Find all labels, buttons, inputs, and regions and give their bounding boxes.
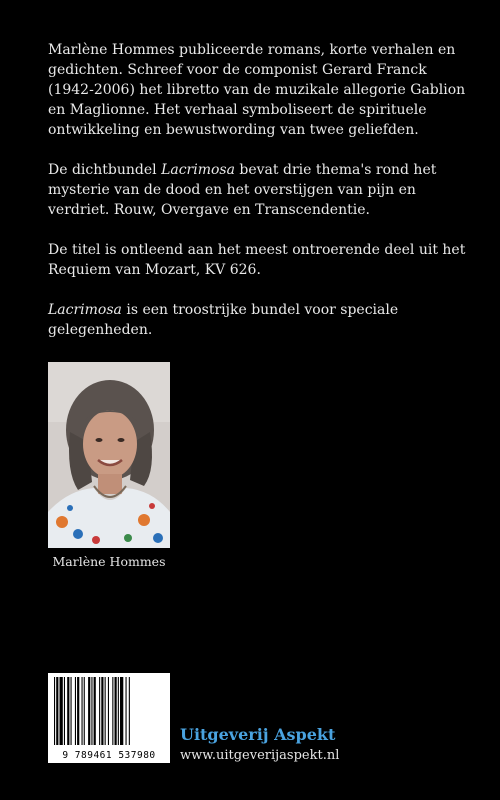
barcode-bar	[94, 677, 96, 745]
barcode-bar	[115, 677, 117, 745]
closing-paragraph	[48, 300, 468, 340]
isbn-barcode	[48, 673, 170, 763]
isbn-digits: 9 789461 537980	[62, 750, 156, 761]
barcode-bar	[91, 677, 92, 745]
barcode-bar	[77, 677, 79, 745]
barcode-bars	[48, 673, 170, 749]
text-segment: De dichtbundel	[48, 162, 162, 178]
book-title-italic: Lacrimosa	[48, 302, 122, 318]
barcode-bar	[84, 677, 85, 745]
barcode-bar	[71, 677, 72, 745]
barcode-bar	[101, 677, 103, 745]
barcode-bar	[75, 677, 76, 745]
book-title-italic: Lacrimosa	[161, 162, 235, 178]
author-photo	[48, 362, 170, 548]
barcode-bar	[56, 677, 58, 745]
barcode-bar	[129, 677, 130, 745]
barcode-bar	[60, 677, 63, 745]
barcode-bar	[108, 677, 109, 745]
barcode-bar	[126, 677, 127, 745]
barcode-bar	[82, 677, 83, 745]
publisher-url[interactable]: www.uitgeverijaspekt.nl	[180, 748, 340, 763]
back-cover-text	[48, 40, 468, 360]
barcode-bar	[54, 677, 55, 745]
text-segment: bevat drie thema's rond het mysterie van de dood en het overstijgen van pijn en verdriet. Rouw, Overgave en Transcendentie.	[48, 162, 437, 218]
barcode-bar	[105, 677, 106, 745]
barcode-bar	[64, 677, 65, 745]
collection-description-paragraph	[48, 160, 468, 220]
barcode-bar	[67, 677, 69, 745]
barcode-bar	[99, 677, 100, 745]
text-segment: is een troostrijke bundel voor speciale gelegenheden.	[48, 302, 399, 338]
barcode-bar	[118, 677, 119, 745]
barcode-bar	[120, 677, 123, 745]
barcode-bar	[112, 677, 113, 745]
author-bio-paragraph: Marlène Hommes publiceerde romans, korte verhalen en gedichten. Schreef voor de componist Gerard Franck (1942-2006) het libretto van de muzikale allegorie Gablion en Maglionne. Het verhaal symboliseert de spirituele ontwikkeling en bewustwording van twee geliefden.	[48, 42, 466, 138]
publisher-name: Uitgeverij Aspekt	[180, 725, 336, 744]
publisher-block	[180, 725, 460, 763]
photo-caption: Marlène Hommes	[52, 554, 166, 569]
author-portrait-illustration	[48, 362, 170, 548]
title-origin-paragraph: De titel is ontleend aan het meest ontroerende deel uit het Requiem van Mozart, KV 626.	[48, 242, 466, 278]
barcode-bar	[88, 677, 90, 745]
